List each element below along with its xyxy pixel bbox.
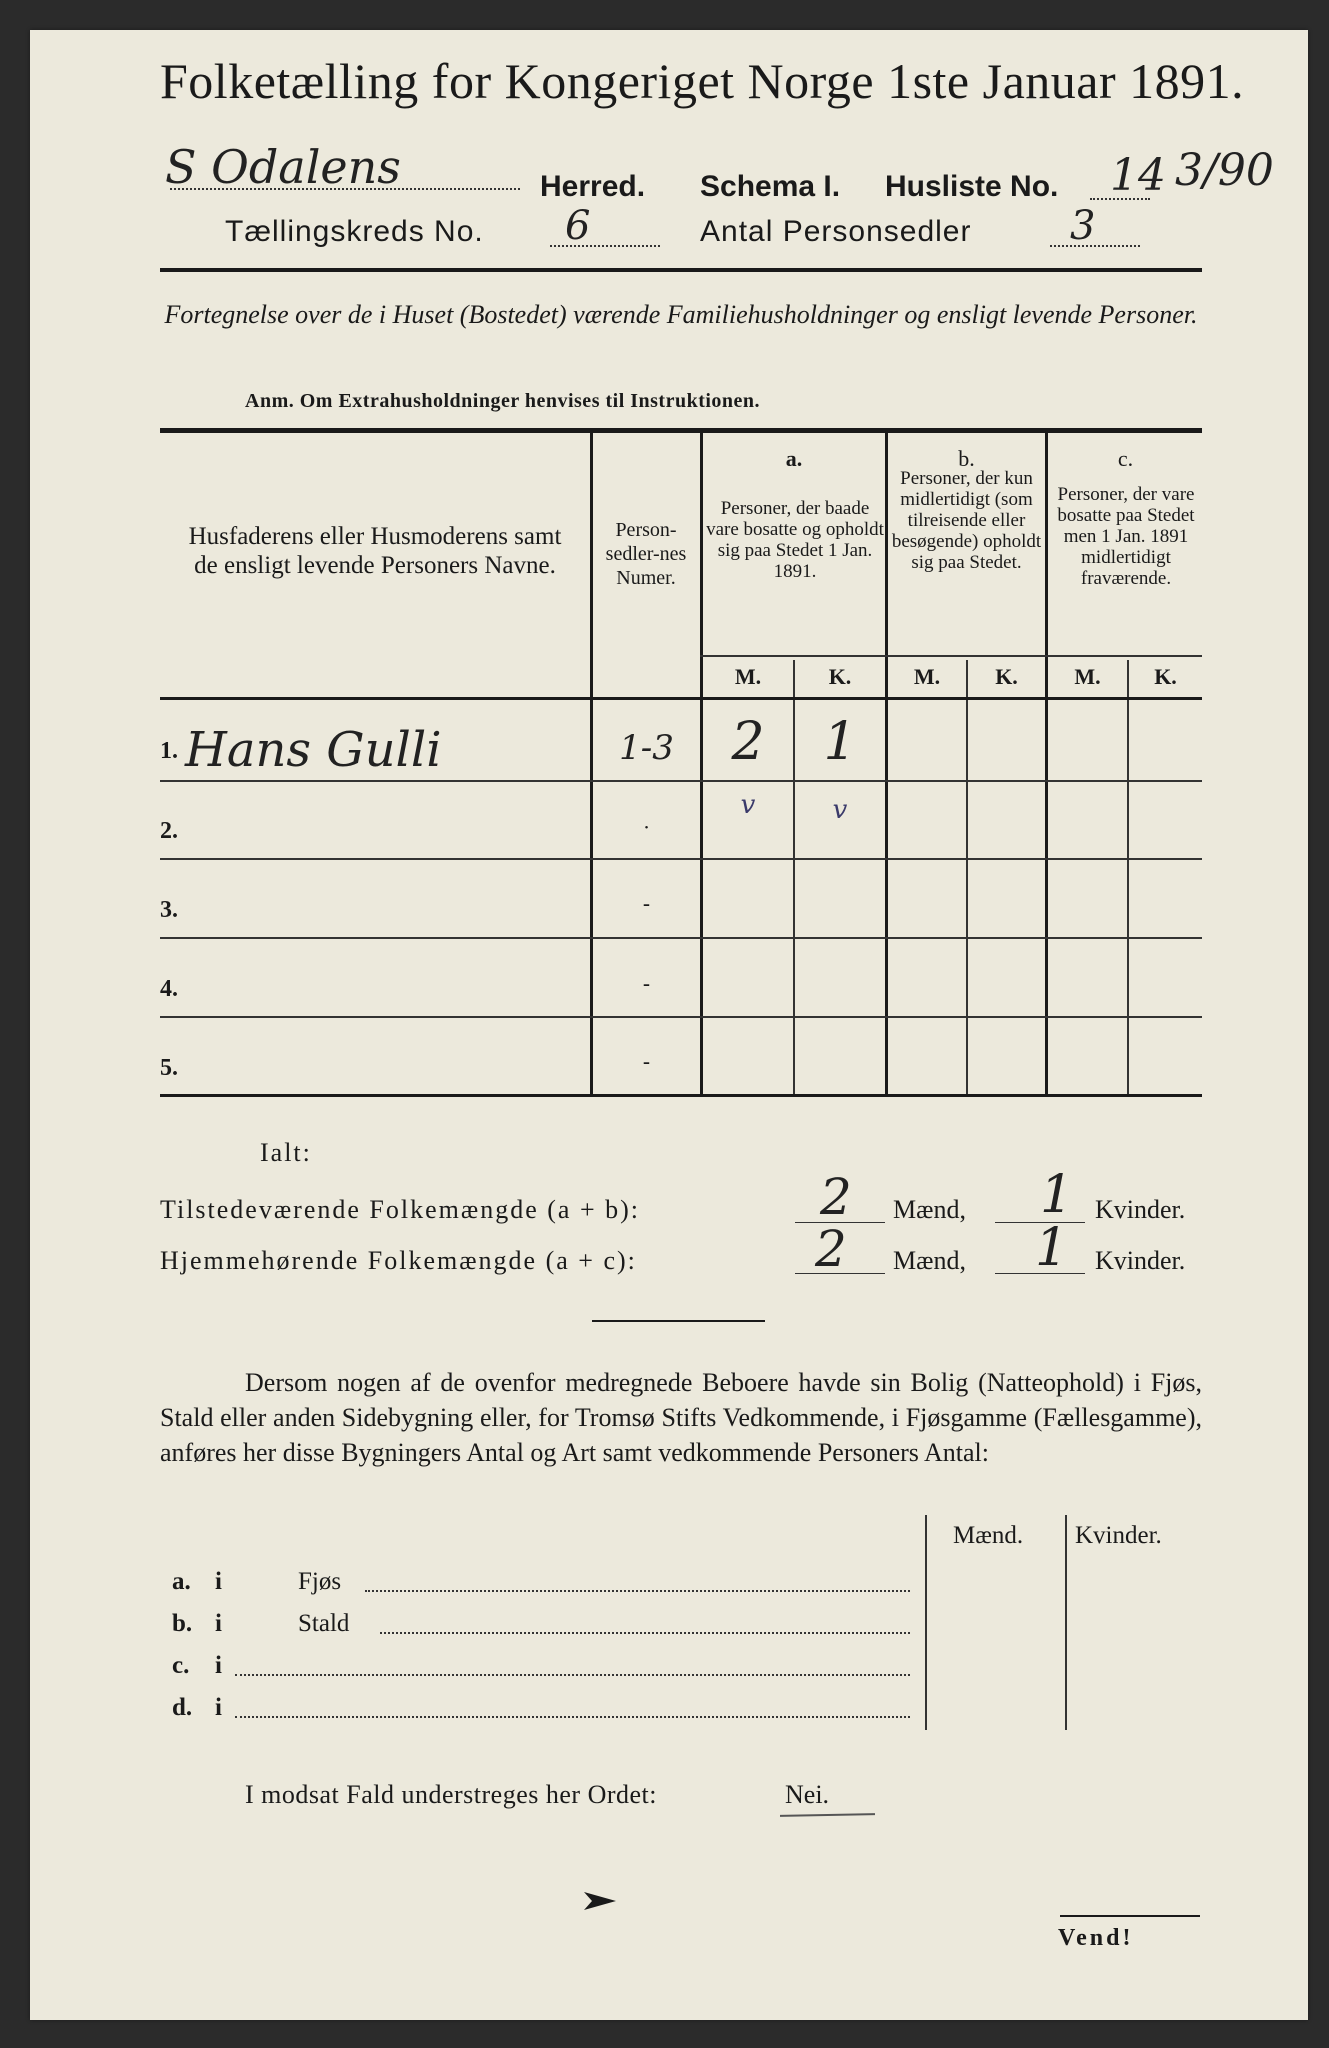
col-b-letter: b. xyxy=(958,446,975,471)
arrow-mark-icon xyxy=(582,1888,622,1918)
husliste-label: Husliste No. xyxy=(885,170,1059,203)
row-line xyxy=(160,937,1202,939)
herred-handwritten: S Odalens xyxy=(165,140,401,194)
row-number: 4. xyxy=(160,976,178,1002)
col-divider xyxy=(1045,433,1048,1095)
tilstede-m-value: 2 xyxy=(820,1168,852,1226)
building-dotline xyxy=(235,1716,910,1718)
row-line xyxy=(160,858,1202,860)
row-number: 3. xyxy=(160,897,178,923)
herred-dotline xyxy=(170,188,520,190)
c-m-label: M. xyxy=(1074,664,1101,689)
form-title: Folketælling for Kongeriget Norge 1ste Januar 1891. xyxy=(160,53,1245,109)
tilstede-k-value: 1 xyxy=(1040,1165,1074,1225)
row-num: - xyxy=(642,972,651,997)
row-line xyxy=(160,1016,1202,1018)
subheader-line xyxy=(700,655,1202,657)
hjemme-k-line xyxy=(995,1273,1085,1274)
row-num: · xyxy=(643,815,650,839)
col-c-letter: c. xyxy=(1117,446,1134,471)
row-number: 1. xyxy=(160,738,178,764)
antal-dotline xyxy=(1050,245,1140,247)
row-a-k: 1 xyxy=(823,712,857,772)
vend-label: Vend! xyxy=(1058,1925,1134,1951)
building-item-i: i xyxy=(215,1610,222,1637)
building-dotline xyxy=(365,1590,910,1592)
hjemme-k-value: 1 xyxy=(1035,1218,1069,1278)
tilstede-maend: Mænd, xyxy=(893,1195,966,1224)
mk-divider xyxy=(1127,660,1129,1095)
col-num-header: Person-sedler-nes Numer. xyxy=(605,519,687,589)
row-num: - xyxy=(642,1050,651,1075)
husliste-handwritten: 14 xyxy=(1110,150,1166,201)
tilstede-kvinder: Kvinder. xyxy=(1095,1195,1186,1224)
building-col-kvinder: Kvinder. xyxy=(1075,1522,1162,1549)
building-col-divider xyxy=(1065,1515,1067,1730)
building-dotline xyxy=(380,1632,910,1634)
tilstede-label: Tilstedeværende Folkemængde (a + b): xyxy=(160,1195,640,1224)
husliste-extra-handwritten: 3/90 xyxy=(1175,145,1274,196)
col-a-header: Personer, der baade vare bosatte og opholdt sig paa Stedet 1 Jan. 1891. xyxy=(706,498,884,582)
building-item-letter: a. xyxy=(172,1568,191,1595)
hjemme-kvinder: Kvinder. xyxy=(1095,1246,1186,1275)
row-a-m: v xyxy=(740,790,756,820)
row-num: 1-3 xyxy=(619,728,674,768)
vend-rule xyxy=(1060,1915,1200,1917)
antal-label: Antal Personsedler xyxy=(700,215,972,248)
herred-label: Herred. xyxy=(540,170,646,203)
buildings-paragraph: Dersom nogen af de ovenfor medregnede Beboere havde sin Bolig (Natteophold) i Fjøs, Stald eller anden Sidebygning eller, for Tromsø Stifts Vedkommende, i Fjøsgamme (Fællesgamme), anføres her disse Bygningers Antal og Art samt vedkommende Personers Antal: xyxy=(160,1368,1202,1467)
col-a-letter: a. xyxy=(785,446,803,471)
row-line xyxy=(160,780,1202,782)
building-item-letter: b. xyxy=(172,1610,193,1637)
row-number: 5. xyxy=(160,1055,178,1081)
anm-note: Anm. Om Extrahusholdninger henvises til Instruktionen. xyxy=(245,390,761,412)
col-name-header: Husfaderens eller Husmoderens samt de ensligt levende Personers Navne. xyxy=(188,523,562,579)
col-divider xyxy=(885,433,888,1095)
building-item-letter: d. xyxy=(172,1694,193,1721)
building-item-i: i xyxy=(215,1652,222,1679)
b-m-label: M. xyxy=(913,664,941,689)
building-col-divider xyxy=(925,1515,927,1730)
building-col-maend: Mænd. xyxy=(953,1522,1024,1549)
ialt-label: Ialt: xyxy=(260,1138,312,1167)
b-k-label: K. xyxy=(995,664,1018,689)
husliste-dotline xyxy=(1090,198,1150,200)
row-number: 2. xyxy=(160,818,178,844)
building-item-i: i xyxy=(215,1694,222,1721)
row-a-m: 2 xyxy=(731,712,765,772)
building-item-label: Stald xyxy=(298,1610,350,1637)
building-item-label: Fjøs xyxy=(298,1568,342,1595)
kreds-handwritten: 6 xyxy=(565,203,591,249)
row-a-k: v xyxy=(832,795,848,825)
hjemme-maend: Mænd, xyxy=(893,1246,966,1275)
kreds-dotline xyxy=(550,245,660,247)
mk-divider xyxy=(966,660,968,1095)
intro-note: Fortegnelse over de i Huset (Bostedet) værende Familiehusholdninger og ensligt levende Personer. xyxy=(164,300,1198,329)
hjemme-m-line xyxy=(795,1273,885,1274)
row-name: Hans Gulli xyxy=(185,722,442,778)
col-b-header: Personer, der kun midlertidigt (som tilreisende eller besøgende) opholdt sig paa Stedet. xyxy=(891,468,1042,573)
building-item-i: i xyxy=(215,1568,222,1595)
schema-label: Schema I. xyxy=(700,170,841,203)
a-m-label: M. xyxy=(734,664,762,689)
a-k-label: K. xyxy=(828,664,852,689)
c-k-label: K. xyxy=(1154,664,1177,689)
header-rule xyxy=(160,268,1202,272)
hjemme-m-value: 2 xyxy=(815,1220,847,1278)
col-c-header: Personer, der vare bosatte paa Stedet men 1 Jan. 1891 midlertidigt fraværende. xyxy=(1057,484,1195,589)
kreds-label: Tællingskreds No. xyxy=(225,215,484,248)
building-item-letter: c. xyxy=(172,1652,190,1679)
table-bottom-rule xyxy=(160,1094,1202,1097)
section-divider xyxy=(592,1320,765,1322)
nei-word: Nei. xyxy=(785,1780,830,1809)
header-bottom-rule xyxy=(160,697,1202,700)
building-dotline xyxy=(235,1674,910,1676)
row-num: - xyxy=(642,892,651,917)
antal-handwritten: 3 xyxy=(1070,203,1096,249)
nei-text: I modsat Fald understreges her Ordet: xyxy=(245,1780,658,1809)
hjemme-label: Hjemmehørende Folkemængde (a + c): xyxy=(160,1246,637,1275)
